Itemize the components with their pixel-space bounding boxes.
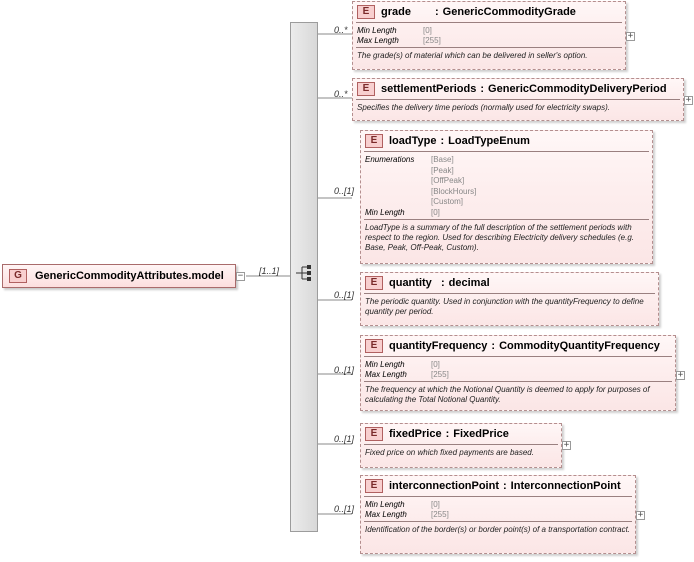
element-description: Fixed price on which fixed payments are based.: [365, 448, 534, 457]
element-badge-icon: E: [365, 427, 383, 441]
element-badge-icon: E: [357, 5, 375, 19]
element-description: The grade(s) of material which can be delivered in seller's option.: [357, 51, 588, 60]
element-type: GenericCommodityGrade: [442, 6, 576, 18]
element-description: The frequency at which the Notional Quantity is deemed to apply for purposes of calculating the Total Notional Quantity.: [365, 385, 650, 404]
element-name: loadType: [389, 135, 437, 147]
expand-quantityfrequency-icon[interactable]: +: [677, 370, 684, 380]
group-node[interactable]: [2, 264, 236, 288]
multiplicity-quantity: 0..[1]: [334, 290, 355, 300]
element-type: LoadTypeEnum: [448, 135, 530, 147]
element-quantityfrequency[interactable]: E quantityFrequency : CommodityQuantityFrequency Min Length [0] Max Length [255] The frequency at which the Notional Quantity is deemed to apply for purposes of calculating the Total Notional Quantity.: [360, 335, 676, 411]
element-description: The periodic quantity. Used in conjunction with the quantityFrequency to define quantity per period.: [365, 297, 644, 316]
element-badge-icon: E: [357, 82, 375, 96]
element-name: grade: [381, 6, 411, 18]
collapse-toggle-icon[interactable]: −: [237, 271, 244, 281]
element-interconnectionpoint[interactable]: E interconnectionPoint : InterconnectionPoint Min Length [0] Max Length [255] Identification of the border(s) or border point(s) of a transportation contract.: [360, 475, 636, 554]
element-name: fixedPrice: [389, 428, 442, 440]
element-type: CommodityQuantityFrequency: [499, 340, 660, 352]
element-type: FixedPrice: [453, 428, 509, 440]
expand-settlementperiods-icon[interactable]: +: [685, 95, 692, 105]
element-type: GenericCommodityDeliveryPeriod: [488, 83, 667, 95]
element-type: InterconnectionPoint: [510, 480, 621, 492]
element-name: interconnectionPoint: [389, 480, 499, 492]
element-grade[interactable]: E grade : GenericCommodityGrade Min Length [0] Max Length [255] The grade(s) of material which can be delivered in seller's option.: [352, 1, 626, 70]
multiplicity-grade: 0..*: [334, 25, 348, 35]
element-description: Identification of the border(s) or border point(s) of a transportation contract.: [365, 525, 631, 534]
element-fixedprice[interactable]: E fixedPrice : FixedPrice Fixed price on which fixed payments are based.: [360, 423, 562, 468]
group-multiplicity: [1..1]: [259, 266, 280, 276]
multiplicity-interconnectionpoint: 0..[1]: [334, 504, 355, 514]
element-settlementperiods[interactable]: E settlementPeriods : GenericCommodityDeliveryPeriod Specifies the delivery time periods (normally used for electricity swaps).: [352, 78, 684, 121]
expand-fixedprice-icon[interactable]: +: [563, 440, 570, 450]
element-badge-icon: E: [365, 479, 383, 493]
expand-grade-icon[interactable]: +: [627, 31, 634, 41]
sequence-compositor-icon: [296, 264, 314, 282]
multiplicity-fixedprice: 0..[1]: [334, 434, 355, 444]
multiplicity-loadtype: 0..[1]: [334, 186, 355, 196]
element-name: quantityFrequency: [389, 340, 488, 352]
element-loadtype[interactable]: E loadType : LoadTypeEnum Enumerations [Base] [Peak] [OffPeak] [BlockHours] [Custom] Min Length [0] LoadType is a summary of the full description of the settlement periods with respect to the region. Used for describing Electricity delivery schedules (e.g. Base, Peak, Off-Peak, Custom).: [360, 130, 653, 264]
expand-interconnectionpoint-icon[interactable]: +: [637, 510, 644, 520]
element-name: quantity: [389, 277, 432, 289]
element-description: LoadType is a summary of the full description of the settlement periods with respect to the region. Used for describing Electricity delivery schedules (e.g. Base, Peak, Off-Peak, Custom).: [365, 222, 635, 252]
multiplicity-quantityfrequency: 0..[1]: [334, 365, 355, 375]
element-name: settlementPeriods: [381, 83, 477, 95]
element-description: Specifies the delivery time periods (normally used for electricity swaps).: [357, 103, 610, 112]
element-badge-icon: E: [365, 134, 383, 148]
group-name: GenericCommodityAttributes.model: [35, 270, 224, 282]
element-type: decimal: [448, 277, 490, 289]
multiplicity-settlementperiods: 0..*: [334, 89, 348, 99]
group-badge-icon: G: [9, 269, 27, 283]
element-quantity[interactable]: E quantity : decimal The periodic quantity. Used in conjunction with the quantityFrequency to define quantity per period.: [360, 272, 659, 326]
element-badge-icon: E: [365, 276, 383, 290]
element-badge-icon: E: [365, 339, 383, 353]
